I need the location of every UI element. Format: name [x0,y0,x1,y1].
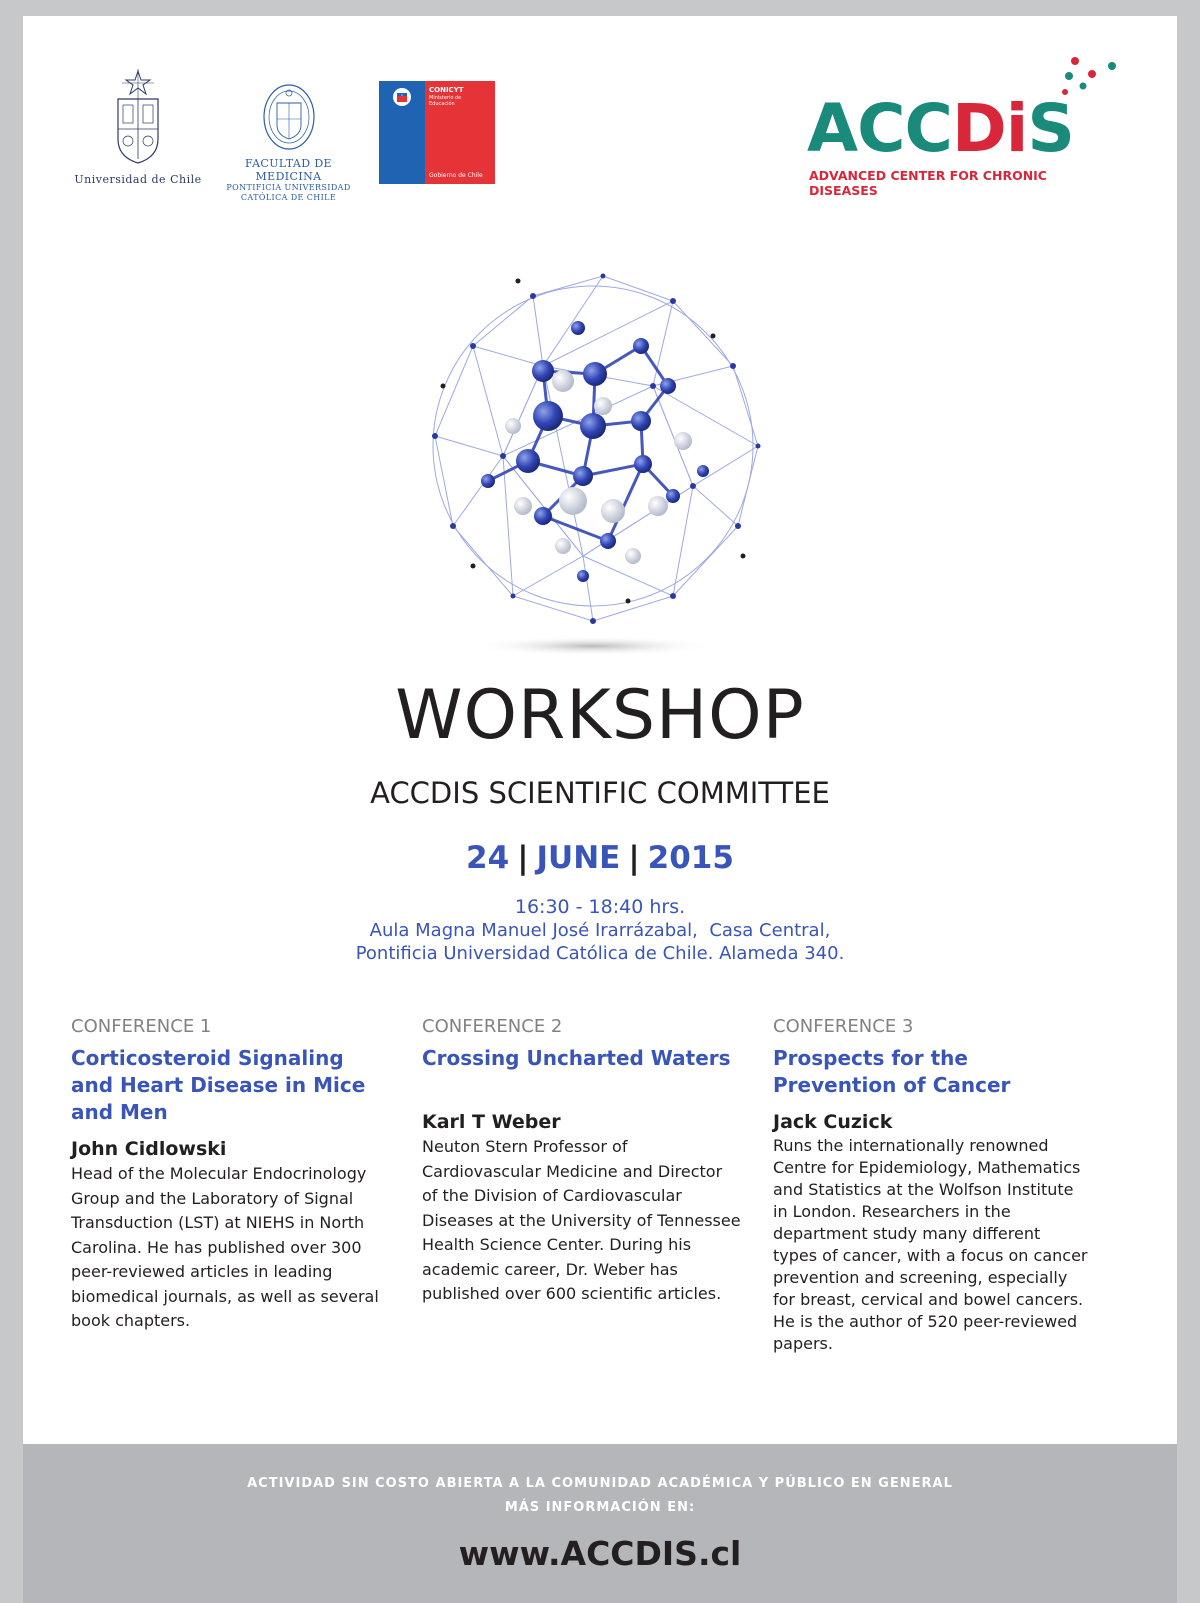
conference-title: Corticosteroid Signaling and Heart Disease in Mice and Men [71,1046,366,1124]
speaker-name: Jack Cuzick [773,1111,893,1133]
event-venue [23,896,1177,965]
speaker-name: John Cidlowski [71,1138,227,1160]
speaker-bio: Runs the internationally renowned Centre for Epidemiology, Mathematics and Statistics at the Wolfson Institute in London. Researchers in the department study many different types of cancer, with a focus on cancer prevention and screening, especially for breast, cervical and bowel cancers. He is the author of 520 peer-reviewed papers. [773,1136,1088,1353]
event-subtitle: ACCDIS SCIENTIFIC COMMITTEE [370,776,830,810]
event-month: JUNE [536,840,621,876]
chile-coat-of-arms-icon [379,81,425,121]
uchile-caption: Universidad de Chile [74,173,202,186]
conference-1 [71,1016,391,1334]
accdis-word-di: Di [951,90,1028,167]
event-year: 2015 [647,840,734,876]
puc-caption-2: PONTIFICIA UNIVERSIDAD [226,183,351,192]
event-day: 24 [466,840,510,876]
conicyt-red-panel [425,81,495,184]
conference-title: Prospects for the Prevention of Cancer [773,1046,1011,1097]
footer-website-link[interactable]: www.ACCDIS.cl [458,1534,742,1573]
puc-caption-1: FACULTAD DE MEDICINA [245,157,332,183]
accdis-tagline: ADVANCED CENTER FOR CHRONIC DISEASES [809,168,1047,198]
conicyt-ministry: Ministerio de Educación [429,95,462,107]
event-date [23,840,1177,876]
puc-caption-3: CATÓLICA DE CHILE [240,193,337,202]
speaker-bio: Neuton Stern Professor of Cardiovascular Medicine and Director of the Division of Cardiovascular Diseases at the University of Tennessee Health Science Center. During his academic career, Dr. Weber has published over 600 scientific articles. [422,1137,741,1303]
venue-line-2: Pontificia Universidad Católica de Chile. Alameda 340. [355,943,845,964]
conference-3 [773,1016,1088,1355]
conference-2 [422,1016,742,1307]
venue-line-1: Aula Magna Manuel José Irarrázabal, Casa Central, [369,920,831,941]
footer-more-info: MÁS INFORMACIÓN EN: [504,1500,696,1515]
conicyt-blue-panel [379,81,425,184]
speaker-bio: Head of the Molecular Endocrinology Group and the Laboratory of Signal Transduction (LST) at NIEHS in North Carolina. He has published over 300 peer-reviewed articles in leading biomedical journals, as well as several book chapters. [71,1164,379,1330]
universidad-de-chile-logo [63,69,213,186]
accdis-word-s: S [1027,90,1074,167]
uchile-crest-icon [108,69,168,167]
accdis-wordmark [807,90,1074,167]
molecule-network-illustration [413,256,773,656]
conference-label: CONFERENCE 1 [71,1016,212,1037]
date-separator: | [517,840,529,876]
footer-free-activity-notice: ACTIVIDAD SIN COSTO ABIERTA A LA COMUNIDAD ACADÉMICA Y PÚBLICO EN GENERAL [247,1476,953,1491]
puc-seal-icon [261,81,317,153]
accdis-word-acc: ACC [807,90,952,167]
puc-medicina-logo [211,81,366,203]
conference-title: Crossing Uncharted Waters [422,1046,731,1070]
event-title: WORKSHOP [395,676,805,755]
footer-band [23,1444,1177,1603]
speaker-name: Karl T Weber [422,1111,561,1133]
conicyt-name: CONICYT [429,86,464,94]
conference-label: CONFERENCE 3 [773,1016,914,1037]
accdis-logo [807,56,1127,206]
conference-label: CONFERENCE 2 [422,1016,563,1037]
conicyt-logo [379,81,495,184]
date-separator: | [628,840,640,876]
conicyt-gov: Gobierno de Chile [429,172,483,179]
event-time: 16:30 - 18:40 hrs. [514,896,686,918]
poster-sheet [23,16,1177,1444]
